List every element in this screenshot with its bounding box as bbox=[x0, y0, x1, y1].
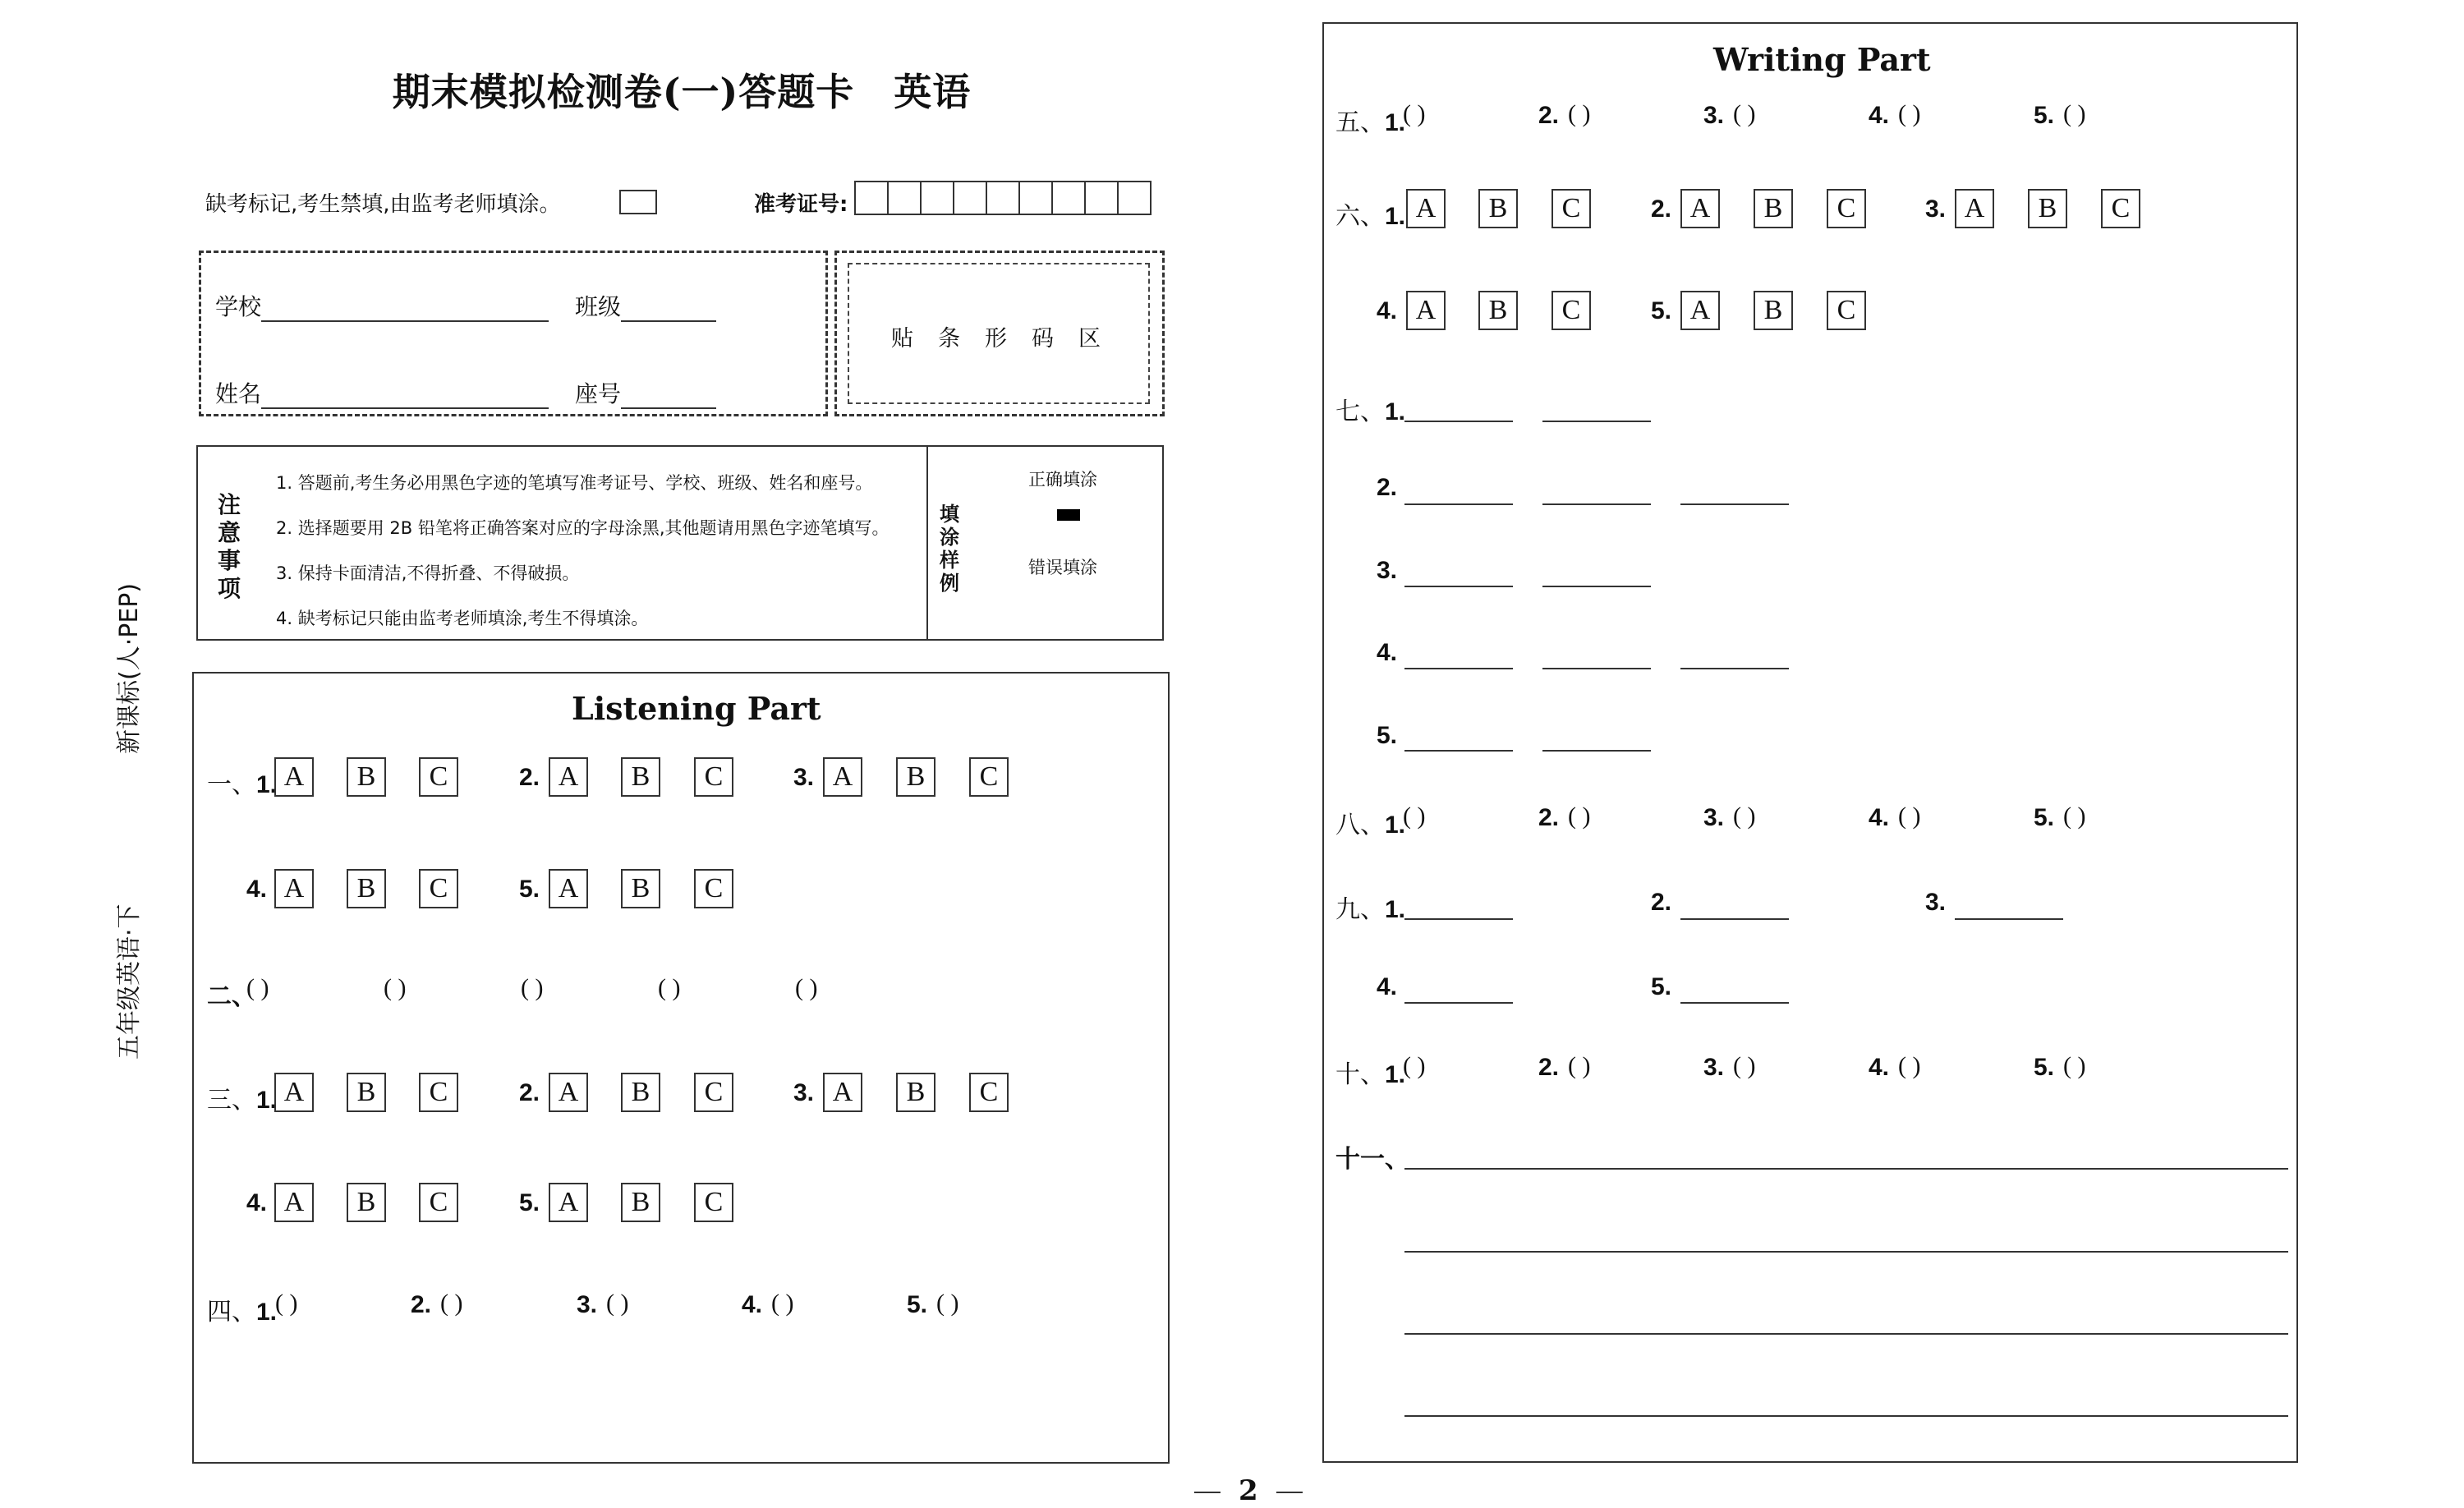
q5-3-num: 3. bbox=[1703, 102, 1725, 129]
q2-1-answer[interactable]: ( ) bbox=[246, 974, 269, 1001]
q11-writing-line-3[interactable] bbox=[1404, 1333, 2288, 1335]
listening-part-box bbox=[192, 672, 1170, 1464]
q10-4-answer[interactable]: ( ) bbox=[1898, 1052, 1921, 1079]
q7-5-num: 5. bbox=[1377, 722, 1398, 749]
q6-2-option-c[interactable]: C bbox=[1827, 189, 1866, 228]
q3-2-option-a[interactable]: A bbox=[549, 1073, 588, 1112]
q1-3-option-c[interactable]: C bbox=[969, 757, 1009, 797]
title-text: 期末模拟检测卷(一)答题卡 bbox=[392, 70, 855, 114]
q2-3-answer[interactable]: ( ) bbox=[521, 974, 544, 1001]
page-title bbox=[353, 62, 1010, 117]
subject-text: 英语 bbox=[894, 70, 972, 114]
writing-title: Writing Part bbox=[1713, 41, 1931, 78]
class-label: 班级 bbox=[575, 293, 622, 320]
q7-2-blank-1[interactable] bbox=[1404, 503, 1513, 505]
q2-4-answer[interactable]: ( ) bbox=[658, 974, 681, 1001]
q1-2-option-b[interactable]: B bbox=[621, 757, 660, 797]
side-label-grade: 五年级英语·下 bbox=[115, 903, 144, 1060]
q8-3-num: 3. bbox=[1703, 804, 1725, 831]
q3-label: 三、1. bbox=[207, 1087, 278, 1114]
q7-1-blank-2[interactable] bbox=[1542, 421, 1651, 422]
q4-label: 四、1. bbox=[207, 1299, 278, 1326]
q1-3-option-a[interactable]: A bbox=[823, 757, 862, 797]
q6-4-num: 4. bbox=[1377, 297, 1398, 324]
q3-5-option-b[interactable]: B bbox=[621, 1183, 660, 1222]
q6-label: 六、1. bbox=[1335, 203, 1406, 230]
q1-1-option-c[interactable]: C bbox=[419, 757, 458, 797]
q7-4-blank-1[interactable] bbox=[1404, 668, 1513, 669]
exam-id-cell[interactable] bbox=[922, 182, 954, 214]
q1-4-option-c[interactable]: C bbox=[419, 869, 458, 908]
q3-2-num: 2. bbox=[519, 1079, 540, 1106]
q7-4-blank-3[interactable] bbox=[1680, 668, 1789, 669]
absence-checkbox[interactable] bbox=[619, 190, 657, 214]
q6-3-option-b[interactable]: B bbox=[2028, 189, 2067, 228]
q4-3-num: 3. bbox=[577, 1291, 598, 1318]
q1-3-option-b[interactable]: B bbox=[896, 757, 935, 797]
q9-3-num: 3. bbox=[1925, 889, 1947, 916]
exam-id-label: 准考证号: bbox=[754, 192, 848, 217]
q9-1-blank[interactable] bbox=[1404, 918, 1513, 920]
q10-2-answer[interactable]: ( ) bbox=[1568, 1052, 1591, 1079]
q3-3-num: 3. bbox=[793, 1079, 815, 1106]
q5-2-answer[interactable]: ( ) bbox=[1568, 100, 1591, 127]
page-number-dash-left bbox=[1194, 1492, 1221, 1493]
note-item-2: 2. 选择题要用 2B 铅笔将正确答案对应的字母涂黑,其他题请用黑色字迹笔填写。 bbox=[276, 518, 890, 538]
q5-3-answer[interactable]: ( ) bbox=[1733, 100, 1756, 127]
q9-4-blank[interactable] bbox=[1404, 1002, 1513, 1004]
school-label: 学校 bbox=[215, 293, 262, 320]
seat-field[interactable] bbox=[575, 376, 716, 409]
q7-2-num: 2. bbox=[1377, 474, 1398, 501]
q5-5-num: 5. bbox=[2034, 102, 2055, 129]
q10-label: 十、1. bbox=[1335, 1061, 1406, 1088]
seat-label: 座号 bbox=[575, 380, 622, 407]
exam-id-cell[interactable] bbox=[1020, 182, 1053, 214]
note-item-1: 1. 答题前,考生务必用黑色字迹的笔填写准考证号、学校、班级、姓名和座号。 bbox=[276, 473, 873, 493]
q5-4-num: 4. bbox=[1869, 102, 1890, 129]
q5-2-num: 2. bbox=[1538, 102, 1560, 129]
q1-1-option-b[interactable]: B bbox=[347, 757, 386, 797]
q6-5-option-c[interactable]: C bbox=[1827, 291, 1866, 330]
q8-label: 八、1. bbox=[1335, 811, 1406, 839]
exam-id-cell[interactable] bbox=[889, 182, 922, 214]
q7-2-blank-2[interactable] bbox=[1542, 503, 1651, 505]
q6-4-option-a[interactable]: A bbox=[1406, 291, 1446, 330]
q11-writing-line-4[interactable] bbox=[1404, 1415, 2288, 1417]
q4-1-answer[interactable]: ( ) bbox=[275, 1290, 298, 1317]
sample-title: 填涂样例 bbox=[940, 503, 959, 595]
q7-5-blank-2[interactable] bbox=[1542, 750, 1651, 752]
page-number bbox=[1176, 1474, 1321, 1507]
note-item-4: 4. 缺考标记只能由监考老师填涂,考生不得填涂。 bbox=[276, 609, 649, 628]
exam-id-cell[interactable] bbox=[1119, 182, 1150, 214]
q7-3-num: 3. bbox=[1377, 557, 1398, 584]
q7-4-blank-2[interactable] bbox=[1542, 668, 1651, 669]
exam-id-grid[interactable] bbox=[854, 181, 1152, 215]
q4-4-answer[interactable]: ( ) bbox=[771, 1290, 794, 1317]
correct-fill-label: 正确填涂 bbox=[1028, 470, 1097, 490]
name-field[interactable] bbox=[215, 376, 549, 409]
q3-3-option-a[interactable]: A bbox=[823, 1073, 862, 1112]
q6-1-option-b[interactable]: B bbox=[1478, 189, 1518, 228]
q3-1-option-a[interactable]: A bbox=[274, 1073, 314, 1112]
q1-5-option-c[interactable]: C bbox=[694, 869, 733, 908]
exam-id-cell[interactable] bbox=[987, 182, 1020, 214]
q4-5-answer[interactable]: ( ) bbox=[936, 1290, 959, 1317]
q3-4-option-a[interactable]: A bbox=[274, 1183, 314, 1222]
school-field[interactable] bbox=[215, 289, 549, 322]
q9-2-blank[interactable] bbox=[1680, 918, 1789, 920]
exam-id-cell[interactable] bbox=[954, 182, 987, 214]
q5-4-answer[interactable]: ( ) bbox=[1898, 100, 1921, 127]
q3-5-option-a[interactable]: A bbox=[549, 1183, 588, 1222]
barcode-label: 贴条形码区 bbox=[891, 326, 1125, 352]
q3-4-num: 4. bbox=[246, 1189, 268, 1216]
q8-2-answer[interactable]: ( ) bbox=[1568, 802, 1591, 830]
q5-5-answer[interactable]: ( ) bbox=[2063, 100, 2086, 127]
name-label: 姓名 bbox=[215, 380, 262, 407]
notes-title: 注意事项 bbox=[217, 491, 241, 602]
q3-2-option-b[interactable]: B bbox=[621, 1073, 660, 1112]
exam-id-cell[interactable] bbox=[1053, 182, 1086, 214]
q7-3-blank-1[interactable] bbox=[1404, 586, 1513, 587]
q10-5-num: 5. bbox=[2034, 1054, 2055, 1081]
q5-1-answer[interactable]: ( ) bbox=[1403, 100, 1426, 127]
q6-4-option-c[interactable]: C bbox=[1551, 291, 1591, 330]
q10-2-num: 2. bbox=[1538, 1054, 1560, 1081]
q6-5-option-a[interactable]: A bbox=[1680, 291, 1720, 330]
q3-4-option-c[interactable]: C bbox=[419, 1183, 458, 1222]
writing-part-box bbox=[1322, 22, 2298, 1463]
q6-2-num: 2. bbox=[1651, 195, 1672, 223]
q10-3-answer[interactable]: ( ) bbox=[1733, 1052, 1756, 1079]
q6-4-option-b[interactable]: B bbox=[1478, 291, 1518, 330]
q8-4-answer[interactable]: ( ) bbox=[1898, 802, 1921, 830]
q6-2-option-b[interactable]: B bbox=[1754, 189, 1793, 228]
q1-1-option-a[interactable]: A bbox=[274, 757, 314, 797]
q6-1-option-a[interactable]: A bbox=[1406, 189, 1446, 228]
q6-5-num: 5. bbox=[1651, 297, 1672, 324]
q7-label: 七、1. bbox=[1335, 398, 1406, 425]
q9-4-num: 4. bbox=[1377, 973, 1398, 1000]
q3-5-option-c[interactable]: C bbox=[694, 1183, 733, 1222]
q6-3-num: 3. bbox=[1925, 195, 1947, 223]
page-number-dash-right bbox=[1276, 1492, 1303, 1493]
q1-5-option-a[interactable]: A bbox=[549, 869, 588, 908]
q1-4-option-a[interactable]: A bbox=[274, 869, 314, 908]
q7-4-num: 4. bbox=[1377, 639, 1398, 666]
q8-4-num: 4. bbox=[1869, 804, 1890, 831]
q4-3-answer[interactable]: ( ) bbox=[606, 1290, 629, 1317]
q7-3-blank-2[interactable] bbox=[1542, 586, 1651, 587]
q3-3-option-b[interactable]: B bbox=[896, 1073, 935, 1112]
q4-2-answer[interactable]: ( ) bbox=[440, 1290, 463, 1317]
page-number-value: 2 bbox=[1239, 1474, 1258, 1507]
q1-label: 一、1. bbox=[207, 771, 278, 798]
q7-5-blank-1[interactable] bbox=[1404, 750, 1513, 752]
q6-5-option-b[interactable]: B bbox=[1754, 291, 1793, 330]
filled-mark-sample bbox=[1057, 509, 1080, 521]
q1-2-option-c[interactable]: C bbox=[694, 757, 733, 797]
q3-1-option-b[interactable]: B bbox=[347, 1073, 386, 1112]
q1-5-option-b[interactable]: B bbox=[621, 869, 660, 908]
class-field[interactable] bbox=[575, 289, 716, 322]
q3-3-option-c[interactable]: C bbox=[969, 1073, 1009, 1112]
q3-5-num: 5. bbox=[519, 1189, 540, 1216]
absence-note: 缺考标记,考生禁填,由监考老师填涂。 bbox=[205, 192, 561, 217]
q7-2-blank-3[interactable] bbox=[1680, 503, 1789, 505]
q6-3-option-a[interactable]: A bbox=[1955, 189, 1994, 228]
q3-1-option-c[interactable]: C bbox=[419, 1073, 458, 1112]
q10-4-num: 4. bbox=[1869, 1054, 1890, 1081]
q6-2-option-a[interactable]: A bbox=[1680, 189, 1720, 228]
q11-writing-line-2[interactable] bbox=[1404, 1251, 2288, 1253]
exam-id-cell[interactable] bbox=[1086, 182, 1119, 214]
q8-5-num: 5. bbox=[2034, 804, 2055, 831]
q10-1-answer[interactable]: ( ) bbox=[1403, 1052, 1426, 1079]
q4-5-num: 5. bbox=[907, 1291, 928, 1318]
q3-4-option-b[interactable]: B bbox=[347, 1183, 386, 1222]
q6-3-option-c[interactable]: C bbox=[2101, 189, 2140, 228]
q9-3-blank[interactable] bbox=[1955, 918, 2063, 920]
q1-4-num: 4. bbox=[246, 876, 268, 903]
q8-5-answer[interactable]: ( ) bbox=[2063, 802, 2086, 830]
q1-2-num: 2. bbox=[519, 764, 540, 791]
q2-5-answer[interactable]: ( ) bbox=[795, 974, 818, 1001]
q11-writing-line-1[interactable] bbox=[1404, 1168, 2288, 1170]
listening-title: Listening Part bbox=[572, 690, 821, 727]
q9-5-num: 5. bbox=[1651, 973, 1672, 1000]
q5-label: 五、1. bbox=[1335, 109, 1406, 136]
q9-label: 九、1. bbox=[1335, 896, 1406, 923]
wrong-fill-label: 错误填涂 bbox=[1028, 558, 1097, 577]
q10-3-num: 3. bbox=[1703, 1054, 1725, 1081]
q1-2-option-a[interactable]: A bbox=[549, 757, 588, 797]
q2-2-answer[interactable]: ( ) bbox=[384, 974, 407, 1001]
note-item-3: 3. 保持卡面清洁,不得折叠、不得破损。 bbox=[276, 563, 580, 583]
q4-2-num: 2. bbox=[411, 1291, 432, 1318]
q1-4-option-b[interactable]: B bbox=[347, 869, 386, 908]
q7-1-blank-1[interactable] bbox=[1404, 421, 1513, 422]
side-label-curriculum: 新课标(人·PEP) bbox=[115, 582, 144, 754]
q8-2-num: 2. bbox=[1538, 804, 1560, 831]
q8-3-answer[interactable]: ( ) bbox=[1733, 802, 1756, 830]
q10-5-answer[interactable]: ( ) bbox=[2063, 1052, 2086, 1079]
q9-5-blank[interactable] bbox=[1680, 1002, 1789, 1004]
exam-id-cell[interactable] bbox=[856, 182, 889, 214]
q1-5-num: 5. bbox=[519, 876, 540, 903]
q11-label: 十一、 bbox=[1335, 1146, 1409, 1173]
q3-2-option-c[interactable]: C bbox=[694, 1073, 733, 1112]
q8-1-answer[interactable]: ( ) bbox=[1403, 802, 1426, 830]
q2-label: 二、 bbox=[207, 983, 256, 1010]
q6-1-option-c[interactable]: C bbox=[1551, 189, 1591, 228]
notes-divider bbox=[926, 445, 928, 641]
q1-3-num: 3. bbox=[793, 764, 815, 791]
q4-4-num: 4. bbox=[742, 1291, 763, 1318]
q9-2-num: 2. bbox=[1651, 889, 1672, 916]
